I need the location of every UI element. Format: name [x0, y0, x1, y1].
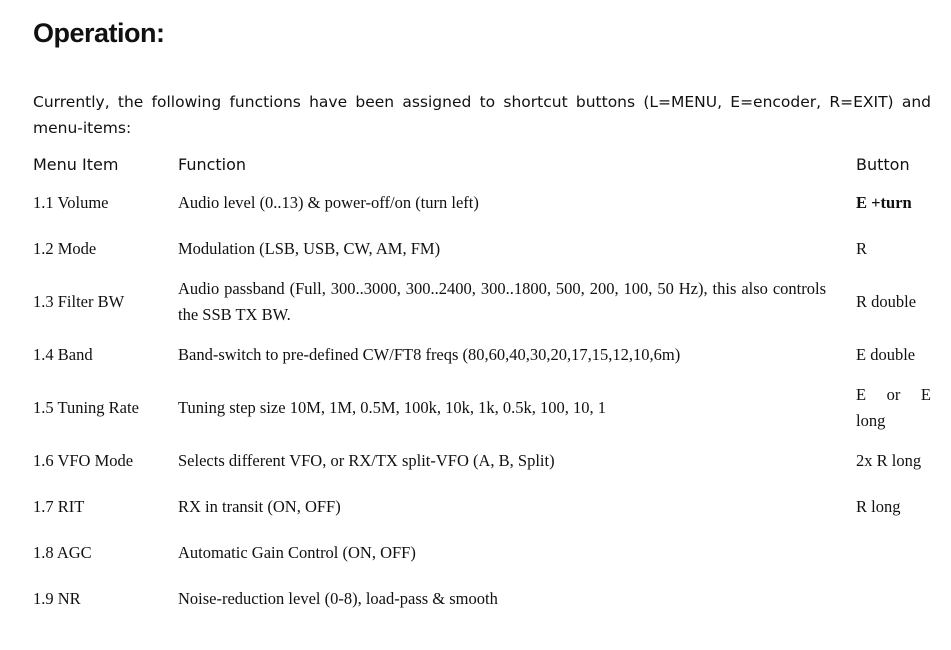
function-cell: Audio level (0..13) & power-off/on (turn left)	[178, 193, 479, 212]
button-cell	[856, 530, 931, 576]
menu-item-cell: 1.3 Filter BW	[33, 292, 125, 311]
table-header-row	[33, 148, 931, 180]
function-cell: Selects different VFO, or RX/TX split-VFO (A, B, Split)	[178, 451, 555, 470]
table-row	[33, 180, 931, 226]
button-cell: R long	[856, 497, 901, 516]
button-cell: R double	[856, 292, 917, 311]
table-row	[33, 226, 931, 272]
menu-item-cell: 1.9 NR	[33, 589, 81, 608]
table-row	[33, 272, 931, 332]
function-cell: Tuning step size 10M, 1M, 0.5M, 100k, 10k, 1k, 0.5k, 100, 10, 1	[178, 398, 606, 417]
function-cell: Automatic Gain Control (ON, OFF)	[178, 543, 416, 562]
table-row	[33, 378, 931, 438]
header-menu-item: Menu Item	[33, 154, 119, 174]
button-cell: E double	[856, 345, 916, 364]
table-row	[33, 484, 931, 530]
function-cell: Audio passband (Full, 300..3000, 300..2400, 300..1800, 500, 200, 100, 50 Hz), this also controls the SSB TX BW.	[178, 279, 826, 324]
menu-item-cell: 1.5 Tuning Rate	[33, 398, 139, 417]
menu-item-cell: 1.6 VFO Mode	[33, 451, 134, 470]
button-cell	[856, 576, 931, 622]
header-function: Function	[178, 154, 247, 174]
section-title: Operation:	[33, 18, 165, 48]
header-button: Button	[856, 154, 910, 174]
button-cell: R	[856, 239, 868, 258]
table-row	[33, 332, 931, 378]
menu-item-cell: 1.4 Band	[33, 345, 93, 364]
button-cell: E +turn	[856, 193, 912, 212]
intro-paragraph: Currently, the following functions have been assigned to shortcut buttons (L=MENU, E=encoder, R=EXIT) and menu-items:	[33, 93, 931, 137]
function-cell: Noise-reduction level (0-8), load-pass & smooth	[178, 589, 498, 608]
button-cell: 2x R long	[856, 451, 922, 470]
operation-table	[33, 148, 931, 622]
function-cell: Modulation (LSB, USB, CW, AM, FM)	[178, 239, 441, 258]
menu-item-cell: 1.1 Volume	[33, 193, 109, 212]
table-row	[33, 438, 931, 484]
function-cell: RX in transit (ON, OFF)	[178, 497, 341, 516]
menu-item-cell: 1.7 RIT	[33, 497, 85, 516]
table-row	[33, 530, 931, 576]
table-row	[33, 576, 931, 622]
menu-item-cell: 1.2 Mode	[33, 239, 97, 258]
menu-item-cell: 1.8 AGC	[33, 543, 92, 562]
button-cell: E or E long	[856, 385, 931, 430]
function-cell: Band-switch to pre-defined CW/FT8 freqs (80,60,40,30,20,17,15,12,10,6m)	[178, 345, 681, 364]
